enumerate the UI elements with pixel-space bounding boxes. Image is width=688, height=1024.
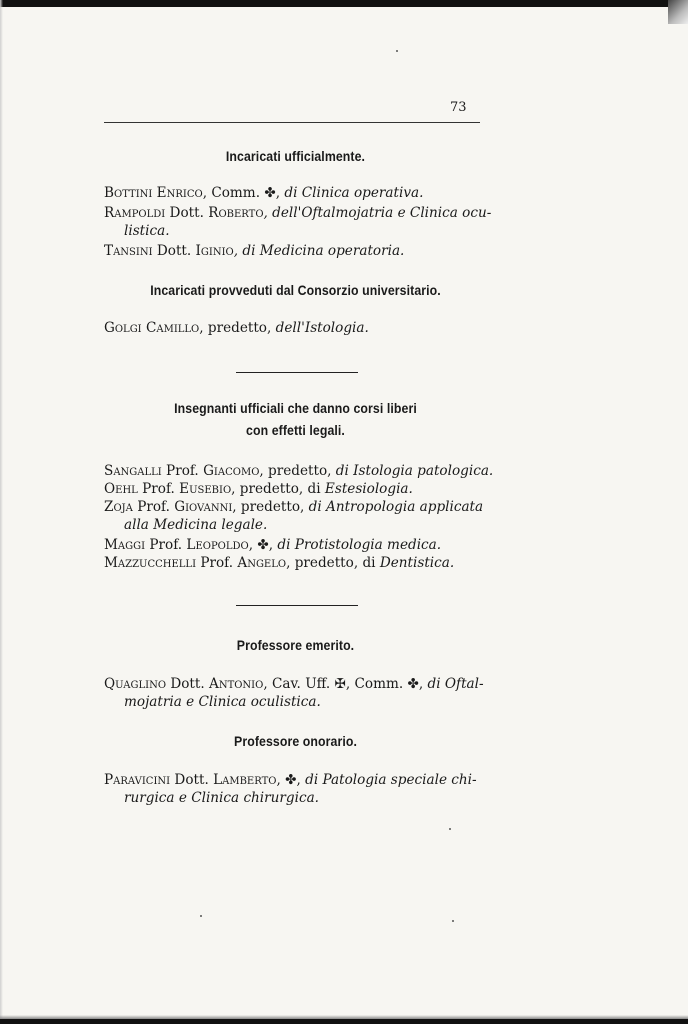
surname: Rampoldi [104, 205, 166, 221]
scan-border-bottom [0, 1019, 688, 1024]
surname: Quaglino [104, 676, 167, 692]
subject: di Patologia speciale chi- [305, 772, 477, 788]
title-text: Prof. [196, 555, 238, 571]
title-text: Dott. [152, 243, 196, 259]
section-heading-insegnanti-line2: con effetti legali. [246, 422, 345, 438]
title-text: Dott. [165, 205, 209, 221]
qualifier: , predetto, di [231, 481, 325, 497]
header-rule [104, 122, 480, 123]
title-text: Prof. [132, 499, 175, 515]
subject: di Istologia patologica. [335, 463, 494, 479]
entry-bottini [104, 185, 496, 203]
subject: Dentistica. [379, 555, 455, 571]
entry-tansini [104, 243, 496, 261]
subject-continuation: mojatria e Clinica oculistica. [124, 693, 321, 710]
entry-paravicini [104, 772, 496, 807]
surname: Oehl [104, 481, 138, 497]
given-name: Antonio [209, 676, 264, 692]
given-name: Giacomo [203, 463, 260, 479]
scan-edge-shadow [0, 0, 3, 1024]
title-text: Prof. [161, 463, 204, 479]
section-divider [236, 372, 358, 373]
entry-sangalli [104, 463, 496, 481]
surname: Tansini [104, 243, 153, 259]
subject: di Protistologia medica. [277, 537, 442, 553]
subject: dell'Istologia. [275, 320, 369, 336]
speck [449, 828, 451, 830]
subject-continuation: listica. [124, 222, 170, 239]
subject: di Clinica operativa. [284, 185, 424, 201]
title-text: Prof. [137, 481, 180, 497]
subject: , dell'Oftalmojatria e Clinica ocu- [263, 205, 492, 221]
given-name: Angelo [237, 555, 287, 571]
qualifier: , predetto, di [286, 555, 380, 571]
entry-rampoldi [104, 205, 496, 240]
section-heading-professore-onorario: Professore onorario. [234, 733, 357, 749]
page-number: 73 [450, 100, 467, 115]
subject: di Oftal- [427, 676, 484, 692]
subject: Estesiologia. [324, 481, 413, 497]
section-heading-consorzio: Incaricati provveduti dal Consorzio universitario. [150, 282, 441, 298]
subject-continuation: alla Medicina legale. [124, 516, 268, 533]
title-text: Dott. [170, 772, 214, 788]
title-text: Dott. [166, 676, 209, 692]
surname: Sangalli [104, 463, 162, 479]
given-name: Lamberto [213, 772, 277, 788]
entry-maggi [104, 537, 496, 555]
section-heading-insegnanti-line1: Insegnanti ufficiali che danno corsi liberi [174, 400, 417, 416]
entry-quaglino [104, 676, 496, 711]
speck [200, 915, 202, 917]
title-text: Prof. [145, 537, 187, 553]
given-name: Giovanni [174, 499, 233, 515]
entry-oehl [104, 481, 496, 499]
surname: Paravicini [104, 772, 171, 788]
qualifier: , predetto, [259, 463, 336, 479]
speck [396, 50, 398, 52]
speck [452, 920, 454, 922]
qualifier: , predetto, [232, 499, 309, 515]
surname: Golgi Camillo [104, 320, 200, 336]
entry-zoja [104, 499, 496, 534]
surname: Mazzucchelli [104, 555, 197, 571]
entry-mazzucchelli [104, 555, 496, 573]
subject: , di Medicina operatoria. [233, 243, 405, 259]
subject: di Antropologia applicata [308, 499, 484, 515]
scan-border-top [0, 0, 688, 7]
section-heading-incaricati-ufficialmente: Incaricati ufficialmente. [225, 148, 366, 164]
subject-continuation: rurgica e Clinica chirurgica. [124, 789, 319, 806]
given-name: Iginio [195, 243, 234, 259]
entry-golgi [104, 320, 496, 338]
given-name: Roberto [208, 205, 264, 221]
given-name: Leopoldo [186, 537, 249, 553]
section-divider [236, 605, 358, 606]
scan-corner-artifact [668, 0, 688, 24]
qualifier: , ✤, [276, 772, 306, 788]
surname: Maggi [104, 537, 146, 553]
title-text: , Comm. ✤, [202, 185, 285, 201]
title-text: , predetto, [199, 320, 276, 336]
given-name: Eusebio [179, 481, 232, 497]
section-heading-professore-emerito: Professore emerito. [236, 637, 355, 653]
qualifier: , ✤, [248, 537, 278, 553]
surname: Bottini Enrico [104, 185, 203, 201]
qualifier: , Cav. Uff. ✠, Comm. ✤, [263, 676, 428, 692]
surname: Zoja [104, 499, 133, 515]
